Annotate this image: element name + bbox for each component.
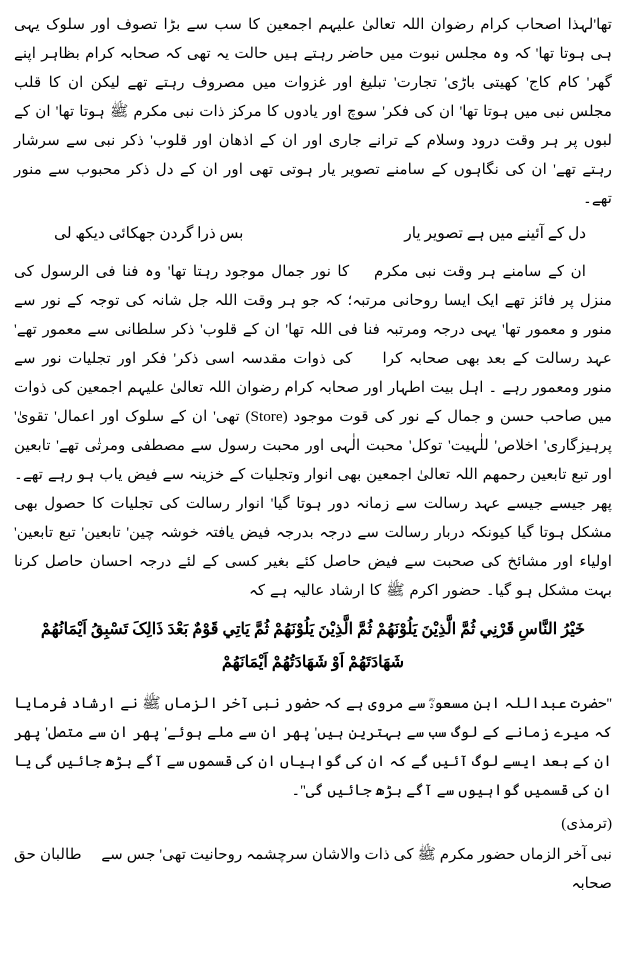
paragraph-1: تھا'لہذا اصحاب کرام رضوان اللہ تعالیٰ علیہم اجمعین کا سب سے بڑا تصوف اور سلوک یہی ہی ہوتا تھا' کہ وہ مجلس نبوت میں حاضر رہتے ہیں حالت یہ تھی کہ صحابہ کرام بظاہر اپنے گھر' کام کاج' کھیتی باڑی' تجارت' تبلیغ اور غزوات میں مصروف رہتے تھے لیکن ان کا قلب مجلس نبی میں ہوتا تھا' ان کی فکر' سوچ اور یادوں کا مرکز ذات نبی مکرم ﷺ ہوتا تھا' ان کے لبوں پر ہر وقت درود وسلام کے ترانے جاری اور ان کے اذھان اور قلوب' ذکر نبی سے سرشار رہتے تھے' ان کی نگاہوں کے سامنے تصویر یار ہوتی تھی اور ان کے دل ذکر محبوب سے منور تھے۔ <box>14 16 612 207</box>
hadith-source: (ترمذی) <box>561 815 612 832</box>
couplet-second-hemistich: بس ذرا گردن جھکائی دیکھ لی <box>54 225 244 242</box>
closing-paragraph <box>14 840 612 898</box>
arabic-hadith-text <box>14 613 612 679</box>
couplet-first-hemistich: دل کے آئینے میں ہے تصویر یار <box>404 225 586 242</box>
closing-text: نبی آخر الزماں حضور مکرم ﷺ کی ذات والاشان سرچشمہ روحانیت تھی' جس سے <box>101 846 612 863</box>
hadith-line-2: شَهَادَتَهُمْ اَوْ شَهَادَتُهُمْ اَيْمَانَهُمْ <box>221 653 405 671</box>
hadith-line-1: خَيْرُ النَّاسِ قَرْنِي ثُمَّ الَّذِيْنَ يَلُوْنَهُمْ ثُمَّ الَّذِيْنَ يَلُوْنَهُمْ ثُمَّ يَاتِي قَوْمٌ بَعْدَ ذَالِکَ تَسْبِقُ اَيْمَانُهُمْ <box>40 620 586 638</box>
paragraph-2: ان کے سامنے ہر وقت نبی مکرم ﷺ کا نور جمال موجود رہتا تھا' وہ فنا فی الرسول کی منزل پر فائز تھے ایک ایسا روحانی مرتبہ؛ کہ جو ہر وقت اللہ جل شانہ کی توجہ کے نور سے منور و معمور تھا' یہی درجہ ومرتبہ فنا فی اللہ تھا' ان کے قلوب' ذکر سلطانی سے معمور تھے' عہد رسالت کے بعد بھی صحابہ کرامؓ کی ذوات مقدسہ اسی ذکر' فکر اور تجلیات نور سے منور ومعمور رہے ۔ اہل بیت اطہار اور صحابہ کرام رضوان اللہ تعالیٰ علیہم اجمعین کی ذوات میں صاحب حسن و جمال کے نور کی قوت موجود (Store) تھی' ان کے سلوک اور اعمال' تقویٰ' پرہیزگاری' اخلاص' للٰہیت' توکل' محبت الٰہی اور محبت رسول سے مصطفی ومرتٰی تھے' تابعین اور تبع تابعین رحمھم اللہ تعالیٰ اجمعین بھی انوار وتجلیات کے خزینہ سے فیض یاب ہو رہے تھے۔ پھر جیسے جیسے عہد رسالت سے زمانہ دور ہوتا گیا' انوار رسالت کی تجلیات کا حصول بھی مشکل ہوتا گیا کیونکہ دربار رسالت سے درجہ بدرجہ فیض یافتہ خوشہ چین' تابعین' تبع تابعین' اولیاء اور مشائخ کی صحبت سے فیض حاصل کئے بغیر کسی کے لئے درجہ احسان حاصل کرنا بہت مشکل ہو گیا۔ حضور اکرم ﷺ کا ارشاد عالیہ ہے کہ <box>14 263 612 599</box>
hadith-translation: ''حضرت عبداللہ ابن مسعودؓ سے مروی ہے کہ حضور نبی آخر الزماں ﷺ نے ارشاد فرمایا کہ میرے زمانے کے لوگ سب سے بہترین ہیں' پھر ان سے ملے ہوئے' پھر ان سے متصل' پھر ان کے بعد ایسے لوگ آئیں گے کہ ان کی گواہیاں ان کی قسموں سے آگے بڑھ جائیں گی یا ان کی قسمیں گواہیوں سے آگے بڑھ جائیں گی''۔ <box>14 695 612 799</box>
closing-trailing: طالبان حق صحابہ <box>14 846 612 892</box>
poetry-couplet <box>14 219 612 249</box>
